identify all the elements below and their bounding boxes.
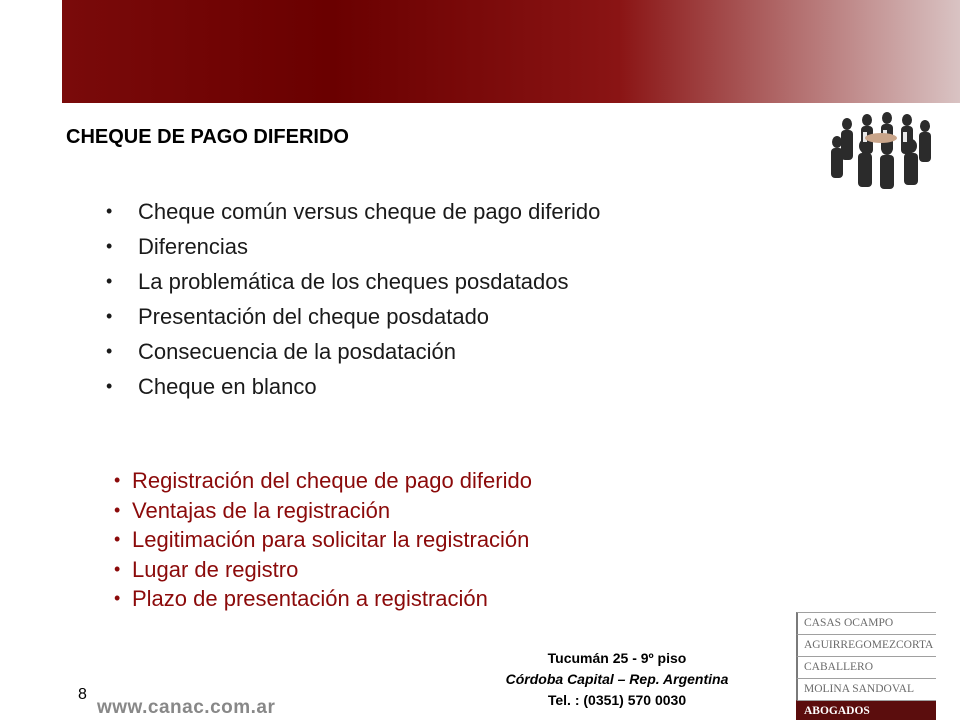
list-item: • Legitimación para solicitar la registración bbox=[114, 527, 530, 552]
logo-line: AGUIRREGOMEZCORTA bbox=[796, 634, 936, 656]
page-number: 8 bbox=[78, 686, 87, 703]
logo-line: CASAS OCAMPO bbox=[796, 612, 936, 634]
slide-title: CHEQUE DE PAGO DIFERIDO bbox=[66, 126, 349, 148]
registration-topic-list bbox=[114, 466, 532, 614]
list-item: • Diferencias bbox=[106, 234, 249, 259]
list-item: • Consecuencia de la posdatación bbox=[106, 339, 457, 364]
list-item: • Ventajas de la registración bbox=[114, 497, 391, 523]
list-item: • La problemática de los cheques posdatados bbox=[106, 269, 569, 294]
list-item: • Lugar de registro bbox=[114, 556, 299, 582]
logo-line: MOLINA SANDOVAL bbox=[796, 678, 936, 700]
topic-list bbox=[106, 194, 600, 404]
list-item: • Registración del cheque de pago diferido bbox=[114, 468, 532, 493]
logo-line: CABALLERO bbox=[796, 656, 936, 678]
header-banner bbox=[62, 0, 960, 103]
list-item: • Plazo de presentación a registración bbox=[114, 586, 488, 611]
people-group-illustration bbox=[825, 112, 940, 194]
list-item: • Cheque común versus cheque de pago diferido bbox=[106, 199, 601, 224]
footer-address bbox=[452, 648, 782, 711]
logo-line: ABOGADOS bbox=[796, 700, 936, 720]
address-line: Tel. : (0351) 570 0030 bbox=[547, 692, 687, 708]
firm-logo bbox=[796, 612, 936, 720]
address-line: Tucumán 25 - 9º piso bbox=[547, 650, 687, 666]
list-item: • Cheque en blanco bbox=[106, 374, 317, 399]
website-link[interactable]: www.canac.com.ar bbox=[97, 697, 276, 718]
address-line: Córdoba Capital – Rep. Argentina bbox=[505, 671, 729, 687]
list-item: • Presentación del cheque posdatado bbox=[106, 304, 490, 329]
